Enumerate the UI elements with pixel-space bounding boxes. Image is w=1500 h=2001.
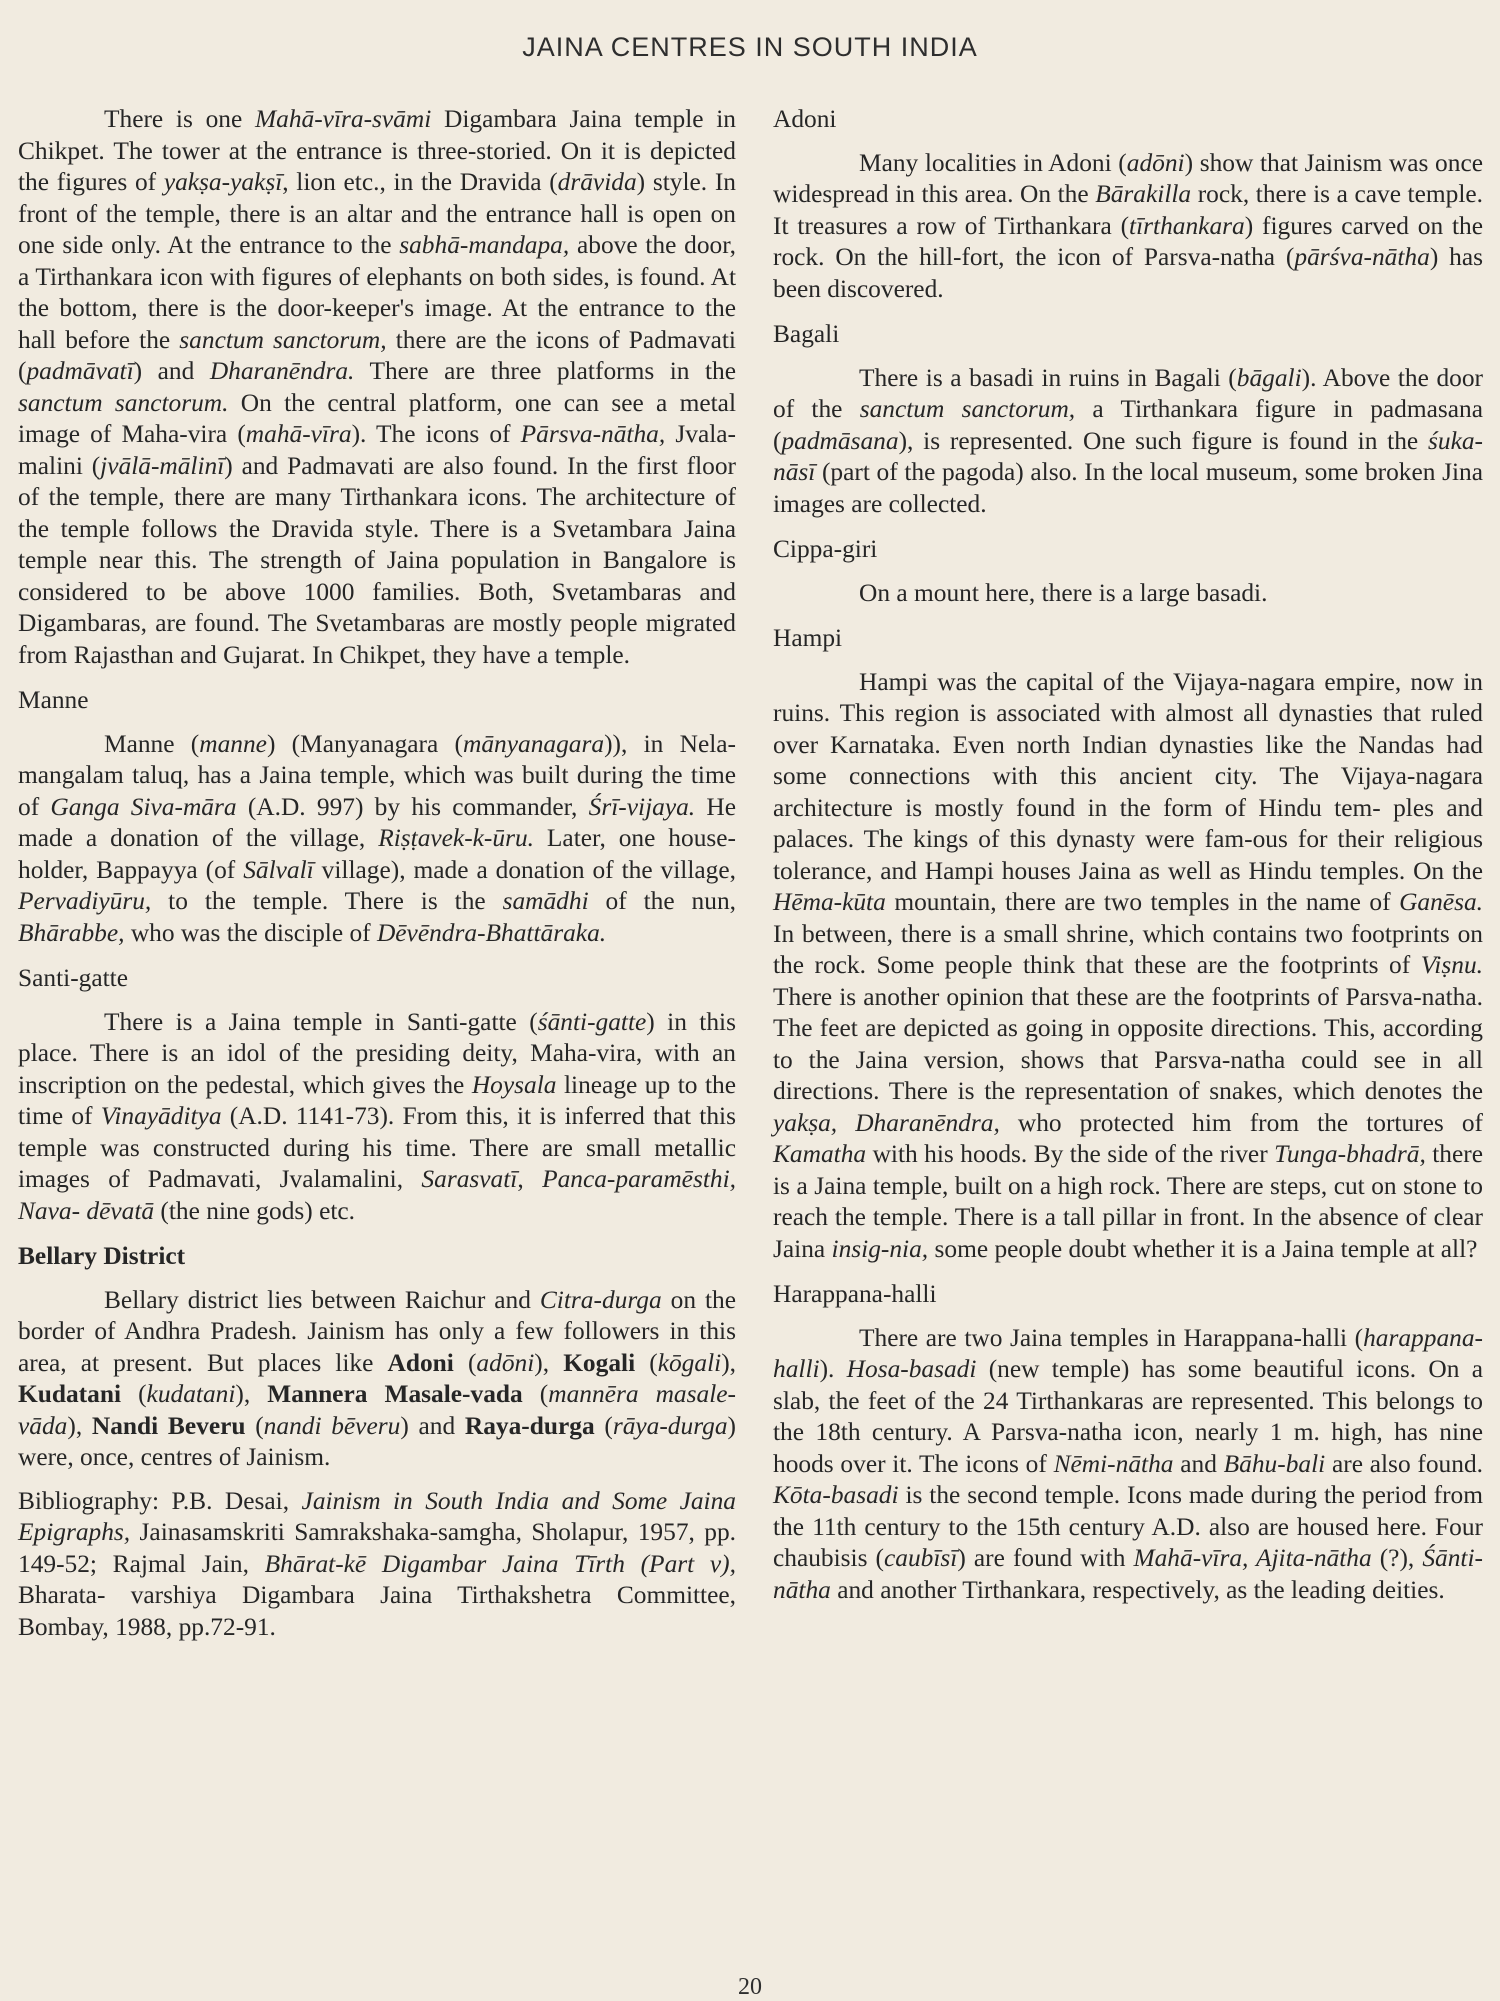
section-heading-bagali: Bagali [773, 320, 840, 348]
bagali-paragraph: There is a basadi in ruins in Bagali (bāgali). Above the door of the sanctum sanctorum, a Tirthankara figure in padmasana (padmāsana), is represented. One such figure is found in the śuka-nāsī (part of the pagoda) also. In the local museum, some broken Jina images are collected. [773, 363, 1483, 518]
manne-paragraph: Manne (manne) (Manyanagara (mānyanagara)), in Nela-mangalam taluq, has a Jaina temple, which was built during the time of Ganga Siva-māra (A.D. 997) by his commander, Śrī-vijaya. He made a donation of the village, Riṣṭavek-k-ūru. Later, one house-holder, Bappayya (of Sālvalī village), made a donation of the village, Pervadiyūru, to the temple. There is the samādhi of the nun, Bhārabbe, who was the disciple of Dēvēndra-Bhattāraka. [18, 729, 736, 947]
section-heading-hampi: Hampi [773, 624, 843, 652]
santi-gatte-paragraph: There is a Jaina temple in Santi-gatte (śānti-gatte) in this place. There is an idol of the presiding deity, Maha-vira, with an inscription on the pedestal, which gives the Hoysala lineage up to the time of Vinayāditya (A.D. 1141-73). From this, it is inferred that this temple was constructed during his time. There are small metallic images of Padmavati, Jvalamalini, Sarasvatī, Panca-paramēsthi, Nava- dēvatā (the nine gods) etc. [18, 1007, 736, 1225]
page-header: JAINA CENTRES IN SOUTH INDIA [522, 32, 978, 62]
hampi-paragraph: Hampi was the capital of the Vijaya-nagara empire, now in ruins. This region is associated with almost all dynasties that ruled over Karnataka. Even north Indian dynasties like the Nandas had some connections with this ancient city. The Vijaya-nagara architecture is mostly found in the form of Hindu tem- ples and palaces. The kings of this dynasty were fam-ous for their religious tolerance, and Hampi houses Jaina as well as Hindu temples. On the Hēma-kūta mountain, there are two temples in the name of Ganēsa. In between, there is a small shrine, which contains two footprints on the rock. Some people think that these are the footprints of Viṣnu. There is another opinion that these are the footprints of Parsva-natha. The feet are depicted as going in opposite directions. This, according to the Jaina version, shows that Parsva-natha could see in all directions. There is the representation of snakes, which denotes the yakṣa, Dharanēndra, who protected him from the tortures of Kamatha with his hoods. By the side of the river Tunga-bhadrā, there is a Jaina temple, built on a high rock. There are steps, cut on stone to reach the temple. There is a tall pillar in front. In the absence of clear Jaina insig-nia, some people doubt whether it is a Jaina temple at all? [773, 667, 1483, 1263]
section-heading-manne: Manne [18, 686, 89, 714]
section-heading-adoni: Adoni [773, 105, 837, 133]
page-number: 20 [738, 1974, 762, 2000]
section-heading-harappana-halli: Harappana-halli [773, 1280, 937, 1308]
bellary-paragraph: Bellary district lies between Raichur and Citra-durga on the border of Andhra Pradesh. Jainism has only a few followers in this area, at present. But places like Adoni (adōni), Kogali (kōgali), Kudatani (kudatani), Mannera Masale-vada (mannēra masale-vāda), Nandi Beveru (nandi bēveru) and Raya-durga (rāya-durga) were, once, centres of Jainism. [18, 1285, 736, 1471]
left-column [18, 104, 736, 1643]
bibliography: Bibliography: P.B. Desai, Jainism in South India and Some Jaina Epigraphs, Jainasamskriti Samrakshaka-samgha, Sholapur, 1957, pp. 149-52; Rajmal Jain, Bhārat-kē Digambar Jaina Tīrth (Part v), Bharata- varshiya Digambara Jaina Tirthakshetra Committee, Bombay, 1988, pp.72-91. [18, 1486, 737, 1641]
chikpet-paragraph: There is one Mahā-vīra-svāmi Digambara Jaina temple in Chikpet. The tower at the entrance is three-storied. On it is depicted the figures of yakṣa-yakṣī, lion etc., in the Dravida (drāvida) style. In front of the temple, there is an altar and the entrance hall is open on one side only. At the entrance to the sabhā-mandapa, above the door, a Tirthankara icon with figures of elephants on both sides, is found. At the bottom, there is the door-keeper's image. At the entrance to the hall before the sanctum sanctorum, there are the icons of Padmavati (padmāvatī) and Dharanēndra. There are three platforms in the sanctum sanctorum. On the central platform, one can see a metal image of Maha-vira (mahā-vīra). The icons of Pārsva-nātha, Jvala-malini (jvālā-mālinī) and Padmavati are also found. In the first floor of the temple, there are many Tirthankara icons. The architecture of the temple follows the Dravida style. There is a Svetambara Jaina temple near this. The strength of Jaina population in Bangalore is considered to be above 1000 families. Both, Svetambaras and Digambaras, are found. The Svetambaras are mostly people migrated from Rajasthan and Gujarat. In Chikpet, they have a temple. [18, 105, 737, 669]
harappana-halli-paragraph: There are two Jaina temples in Harappana-halli (harappana-halli). Hosa-basadi (new temple) has some beautiful icons. On a slab, the feet of the 24 Tirthankaras are represented. This belongs to the 18th century. A Parsva-natha icon, nearly 1 m. high, has nine hoods over it. The icons of Nēmi-nātha and Bāhu-bali are also found. Kōta-basadi is the second temple. Icons made during the period from the 11th century to the 15th century A.D. also are housed here. Four chaubisis (caubīsī) are found with Mahā-vīra, Ajita-nātha (?), Śānti-nātha and another Tirthankara, respectively, as the leading deities. [773, 1323, 1483, 1604]
cippa-giri-paragraph: On a mount here, there is a large basadi. [859, 578, 1268, 607]
section-heading-cippa-giri: Cippa-giri [773, 535, 878, 563]
section-heading-santi-gatte: Santi-gatte [18, 964, 128, 992]
right-column [773, 104, 1483, 1606]
adoni-paragraph: Many localities in Adoni (adōni) show that Jainism was once widespread in this area. On the Bārakilla rock, there is a cave temple. It treasures a row of Tirthankara (tīrthankara) figures carved on the rock. On the hill-fort, the icon of Parsva-natha (pārśva-nātha) has been discovered. [773, 148, 1483, 303]
section-heading-bellary-district: Bellary District [18, 1242, 186, 1270]
